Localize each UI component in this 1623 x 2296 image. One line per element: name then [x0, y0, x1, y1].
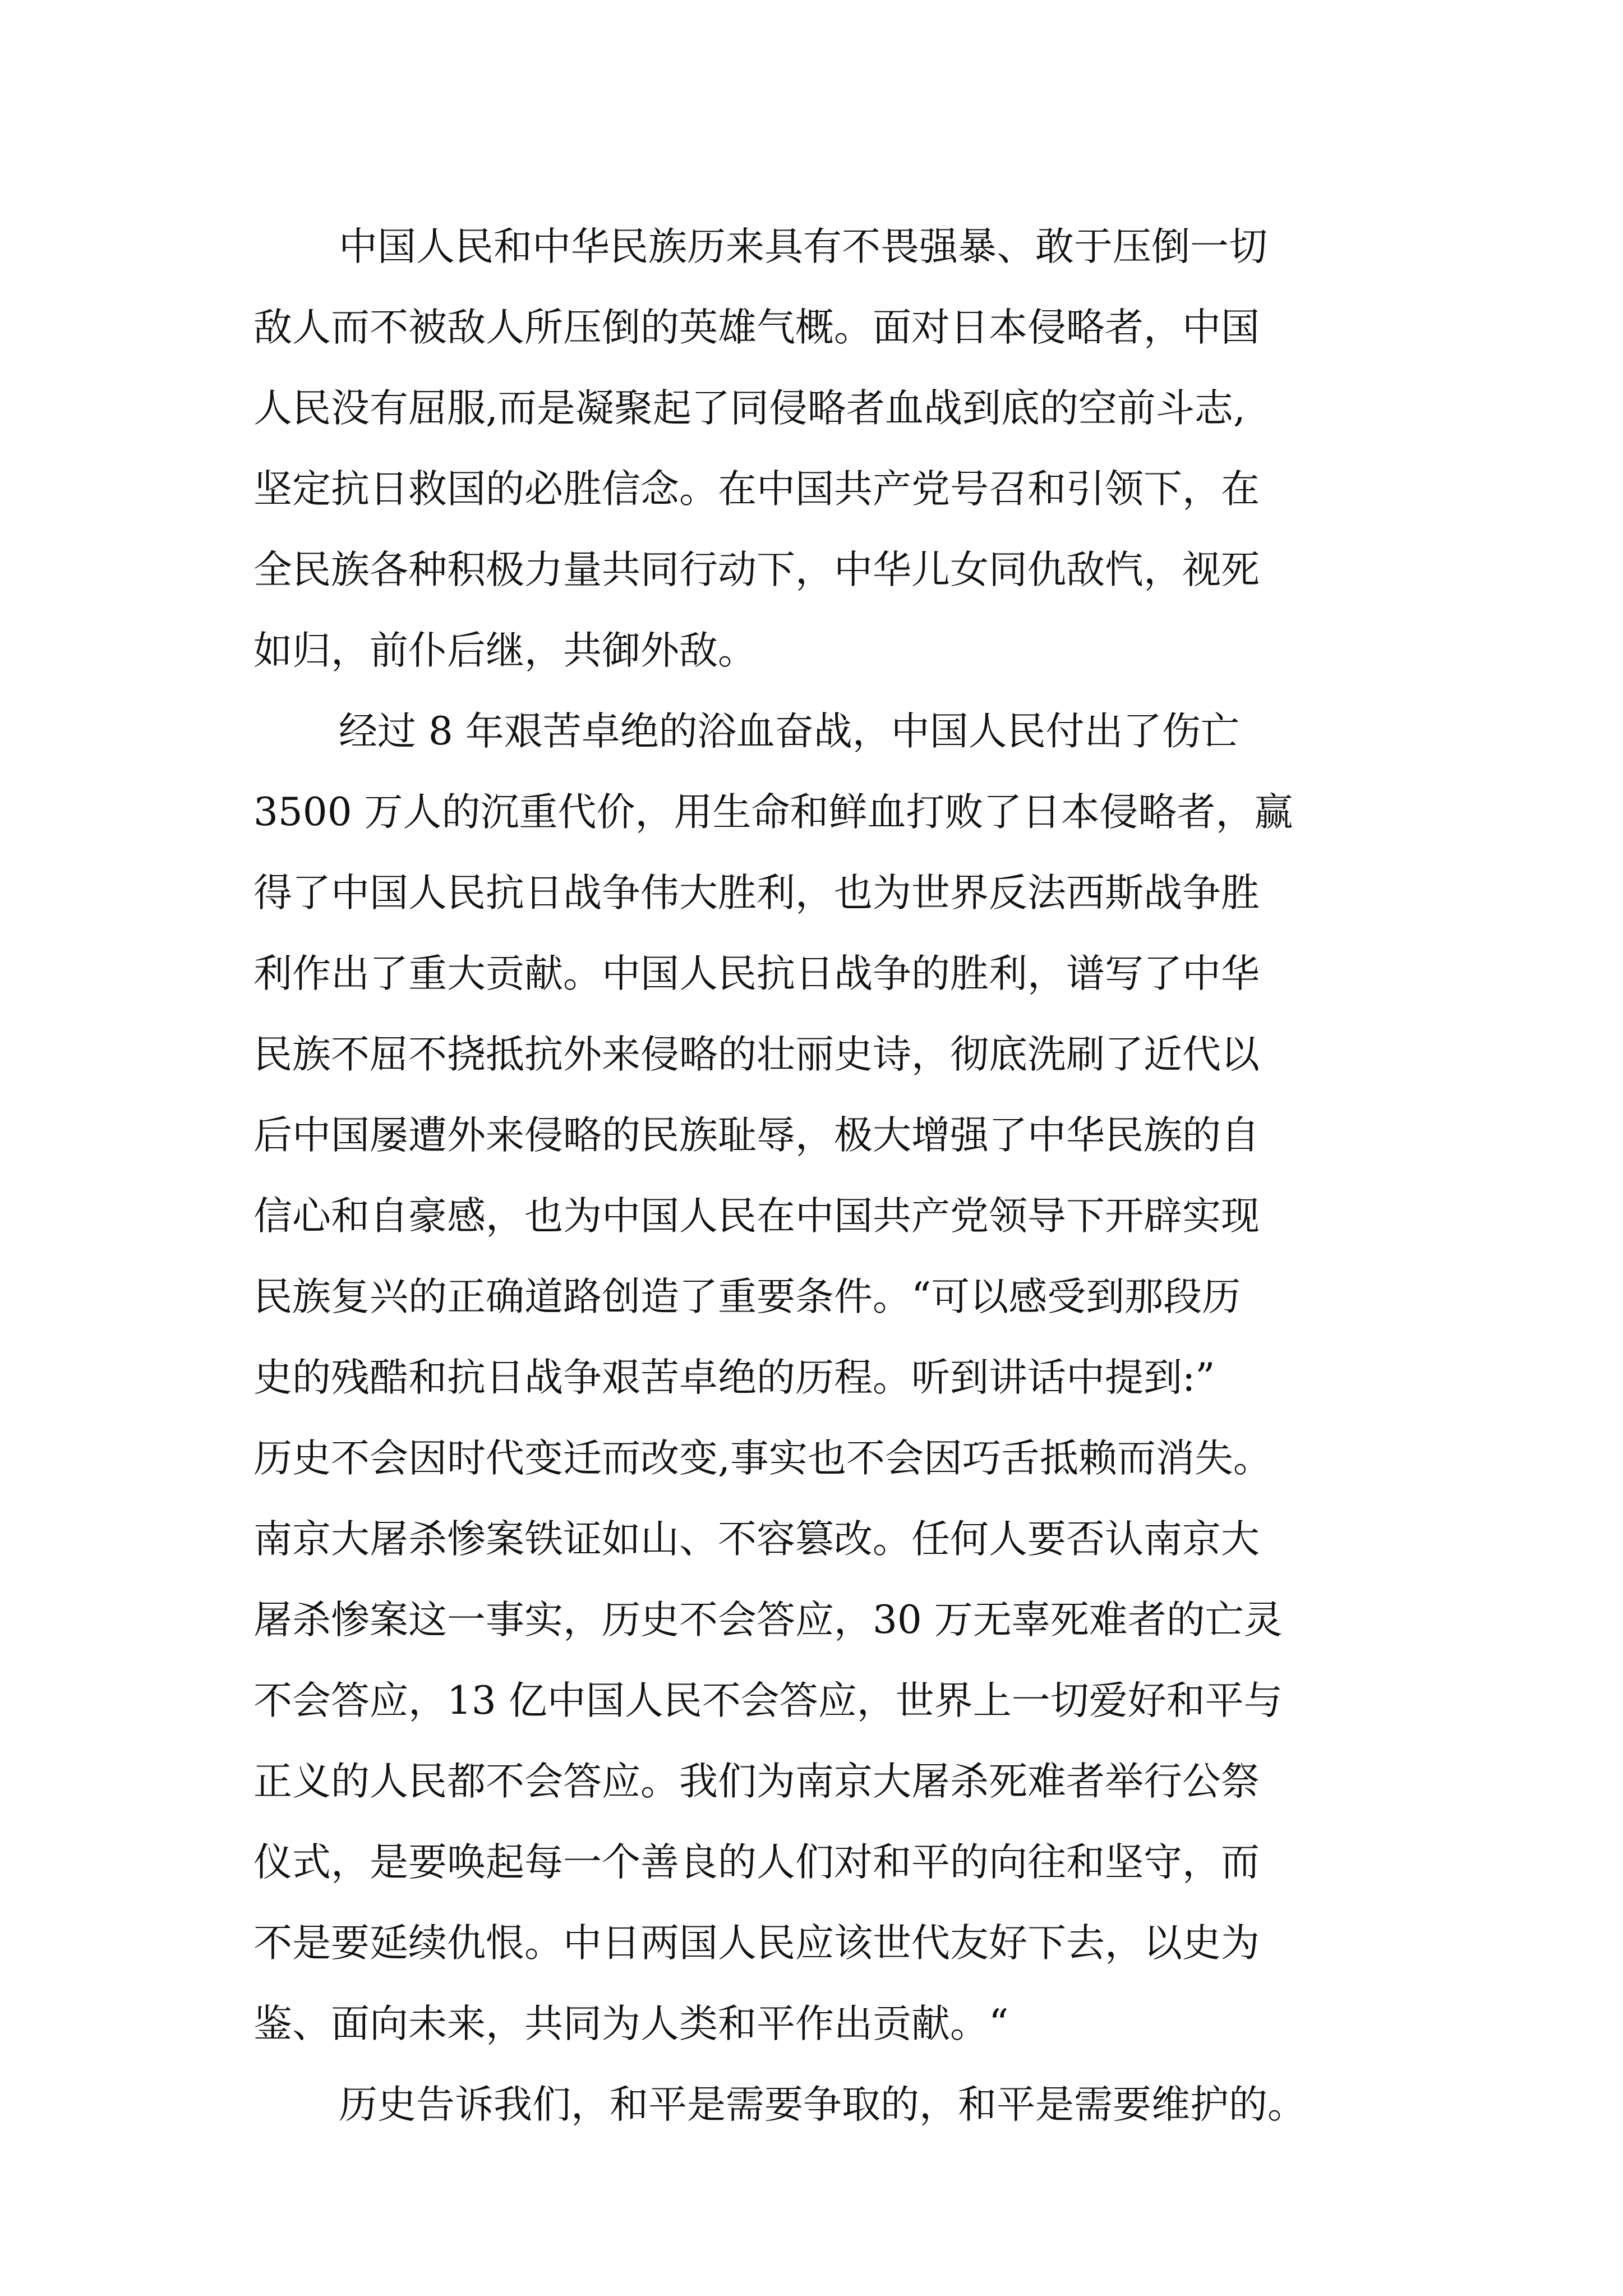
paragraph-1-line-2: 敌人而不被敌人所压倒的英雄气概。面对日本侵略者，中国	[253, 305, 1260, 350]
paragraph-1-line-4: 坚定抗日救国的必胜信念。在中国共产党号召和引领下，在	[253, 467, 1260, 512]
paragraph-2-line-12: 屠杀惨案这一事实，历史不会答应，30 万无辜死难者的亡灵	[253, 1598, 1283, 1642]
paragraph-2-line-2: 3500 万人的沉重代价，用生命和鲜血打败了日本侵略者，赢	[253, 790, 1293, 835]
paragraph-3-line-1: 历史告诉我们，和平是需要争取的，和平是需要维护的。	[339, 2082, 1306, 2127]
paragraph-2-line-16: 不是要延续仇恨。中日两国人民应该世代友好下去，以史为	[253, 1921, 1260, 1966]
paragraph-2-line-13: 不会答应，13 亿中国人民不会答应，世界上一切爱好和平与	[253, 1678, 1283, 1723]
paragraph-2-line-5: 民族不屈不挠抵抗外来侵略的壮丽史诗，彻底洗刷了近代以	[253, 1032, 1260, 1077]
paragraph-2-line-1: 经过 8 年艰苦卓绝的浴血奋战，中国人民付出了伤亡	[339, 709, 1239, 754]
paragraph-2-line-17: 鉴、面向未来，共同为人类和平作出贡献。“	[253, 2001, 1009, 2046]
paragraph-2-line-8: 民族复兴的正确道路创造了重要条件。“可以感受到那段历	[253, 1274, 1241, 1319]
paragraph-1-line-5: 全民族各种积极力量共同行动下，中华儿女同仇敌忾，视死	[253, 547, 1260, 592]
paragraph-2-line-3: 得了中国人民抗日战争伟大胜利，也为世界反法西斯战争胜	[253, 871, 1260, 915]
paragraph-2-line-7: 信心和自豪感，也为中国人民在中国共产党领导下开辟实现	[253, 1194, 1260, 1239]
paragraph-2-line-14: 正义的人民都不会答应。我们为南京大屠杀死难者举行公祭	[253, 1759, 1260, 1804]
body-text	[253, 206, 1403, 2145]
paragraph-1-line-1: 中国人民和中华民族历来具有不畏强暴、敢于压倒一切	[339, 224, 1267, 269]
paragraph-1-line-3: 人民没有屈服,而是凝聚起了同侵略者血战到底的空前斗志,	[253, 386, 1246, 431]
paragraph-2-line-4: 利作出了重大贡献。中国人民抗日战争的胜利，谱写了中华	[253, 951, 1260, 996]
paragraph-2-line-10: 历史不会因时代变迁而改变,事实也不会因巧舌抵赖而消失。	[253, 1436, 1272, 1481]
paragraph-2-line-11: 南京大屠杀惨案铁证如山、不容篡改。任何人要否认南京大	[253, 1517, 1260, 1562]
paragraph-2-line-15: 仪式，是要唤起每一个善良的人们对和平的向往和坚守，而	[253, 1840, 1260, 1885]
paragraph-1-line-6: 如归，前仆后继，共御外敌。	[253, 628, 757, 673]
paragraph-2-line-9: 史的残酷和抗日战争艰苦卓绝的历程。听到讲话中提到:”	[253, 1355, 1215, 1400]
paragraph-2-line-6: 后中国屡遭外来侵略的民族耻辱，极大增强了中华民族的自	[253, 1113, 1260, 1158]
